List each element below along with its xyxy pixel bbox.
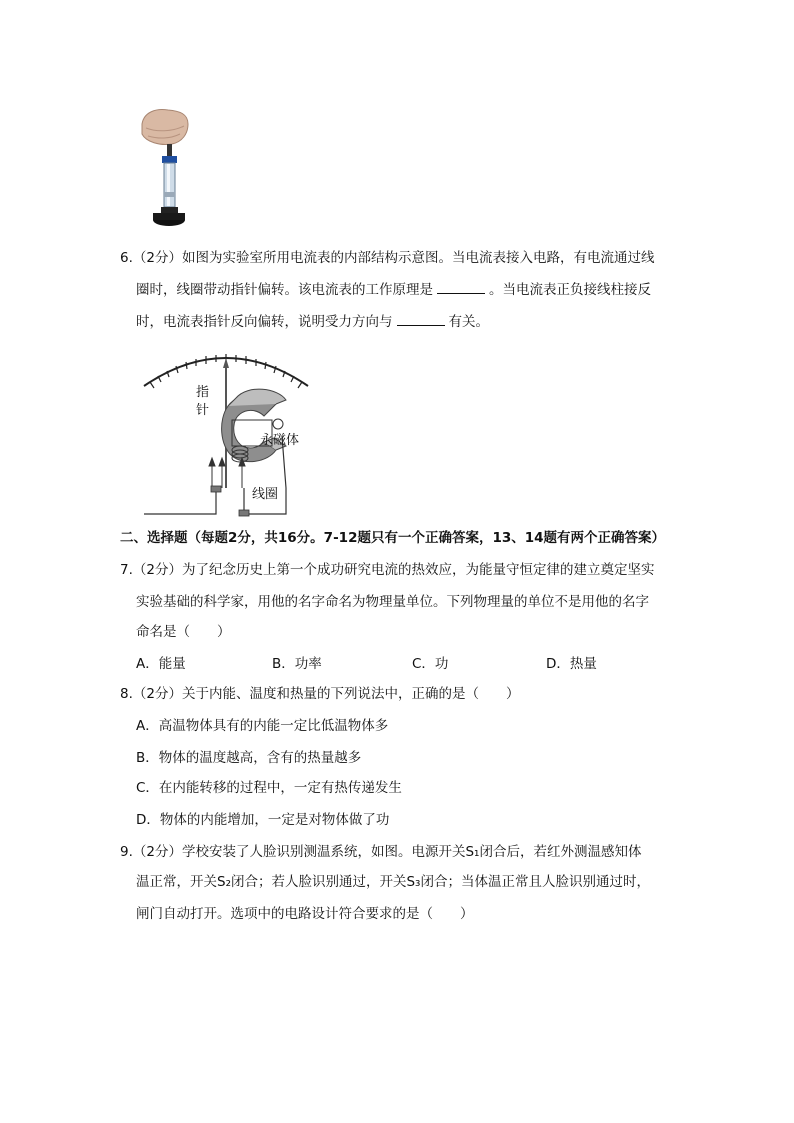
q8-option-b[interactable]: B．物体的温度越高，含有的热量越多 (136, 750, 362, 766)
q6-blank-1[interactable] (437, 281, 485, 294)
q7-line-1: 7.（2分）为了纪念历史上第一个成功研究电流的热效应，为能量守恒定律的建立奠定坚实 (120, 562, 655, 578)
q6-line-2 (136, 280, 651, 300)
q7-option-a[interactable]: A．能量 (136, 656, 186, 672)
q8-option-a[interactable]: A．高温物体具有的内能一定比低温物体多 (136, 718, 389, 734)
magnet-label: 永磁体 (260, 433, 300, 448)
pointer-label-2: 针 (196, 403, 210, 418)
pointer-label-1: 指 (196, 385, 210, 400)
q6-line-1: 6.（2分）如图为实验室所用电流表的内部结构示意图。当电流表接入电路，有电流通过线 (120, 250, 655, 266)
q7-option-b[interactable]: B．功率 (272, 656, 322, 672)
q8-line-1: 8.（2分）关于内能、温度和热量的下列说法中，正确的是（ ） (120, 686, 520, 702)
q9-line-1: 9.（2分）学校安装了人脸识别测温系统，如图。电源开关S₁闭合后，若红外测温感知体 (120, 844, 642, 860)
q6-line-2-text: 圈时，线圈带动指针偏转。该电流表的工作原理是 (136, 282, 433, 298)
fire-syringe-figure (138, 106, 198, 230)
q6-line-3-tail: 有关。 (448, 314, 489, 330)
q7-option-c[interactable]: C．功 (412, 656, 449, 672)
q7-option-d[interactable]: D．热量 (546, 656, 597, 672)
q8-option-d[interactable]: D．物体的内能增加，一定是对物体做了功 (136, 812, 390, 828)
q6-line-2-tail: 。当电流表正负接线柱接反 (489, 282, 651, 298)
q7-line-3: 命名是（ ） (136, 624, 231, 640)
q6-blank-2[interactable] (397, 313, 445, 326)
coil-label: 线圈 (252, 487, 279, 502)
section-2-title: 二、选择题（每题2分，共16分。7-12题只有一个正确答案，13、14题有两个正确答案） (120, 530, 666, 546)
q7-line-2: 实验基础的科学家，用他的名字命名为物理量单位。下列物理量的单位不是用他的名字 (136, 594, 649, 610)
ammeter-structure-figure (136, 338, 316, 520)
q6-line-3-text: 时，电流表指针反向偏转，说明受力方向与 (136, 314, 393, 330)
q9-line-3: 闸门自动打开。选项中的电路设计符合要求的是（ ） (136, 906, 474, 922)
q8-option-c[interactable]: C．在内能转移的过程中，一定有热传递发生 (136, 780, 402, 796)
q6-line-3 (136, 312, 489, 332)
q9-line-2: 温正常，开关S₂闭合；若人脸识别通过，开关S₃闭合；当体温正常且人脸识别通过时， (136, 874, 650, 890)
